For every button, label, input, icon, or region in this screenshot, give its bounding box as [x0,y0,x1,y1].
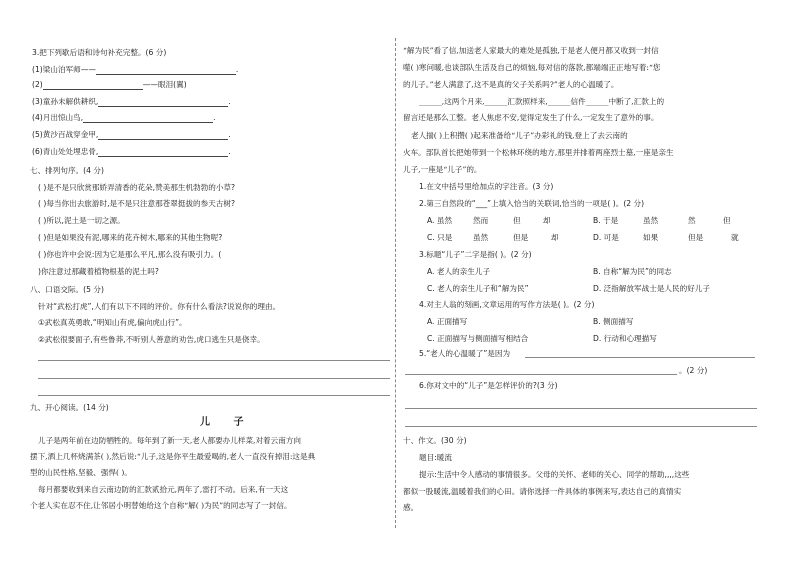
option-text: 却 [551,233,559,242]
passage-line: “解为民”看了信,加送老人家最大的难处是孤独,于是老人便月都又收到一封信 [403,46,659,55]
q8-item: ②武松很要面子,有些鲁莽,不听别人善意的劝告,虎口逃生只是侥幸。 [38,335,265,344]
passage-line: 火车。部队首长把她带到一个松林环绕的地方,那里并排着两座烈士墓,一座是亲生 [403,148,674,157]
q5: 5.“老人的心温暖了”是因为 [419,349,511,358]
answer-line[interactable] [525,357,755,358]
q3-item-1: (1)梁山泊军师—— . [32,65,239,74]
q2: 2.第三自然段的“___”上填入恰当的关联词,恰当的一项是( )。(2 分) [419,199,645,208]
essay-tip: 都似一股暖流,温暖着我们的心田。请你选择一件具体的事例来写,表达自己的真情实 [403,487,682,496]
q3-item-3: (3)童孙未解供耕织, . [32,97,231,106]
answer-line[interactable] [38,378,390,379]
option-text: 虽然 [643,216,659,225]
essay-tip: 提示:生活中令人感动的事情很多。父母的关怀、老师的关心、同学的帮助,,,,这些 [419,470,690,479]
essay-topic: 题目:暖流 [419,453,452,462]
answer-line[interactable] [38,360,390,361]
passage-line: 儿子是两年前在边防牺牲的。每年到了新一天,老人都要办儿样菜,对着云南方向 [38,436,302,445]
passage-line: 个老人实在忍不住,让邻居小明替她给这个自称“解( )为民”的同志写了一封信。 [30,501,292,510]
option-text: 然 [688,216,696,225]
q1: 1.在文中括号里给加点的字注音。(3 分) [419,182,554,191]
option-text[interactable]: C. 只是 [427,233,453,242]
right-column [403,0,765,562]
passage-line: 噬( )寒问暖,也谈部队生活及自己的烦恼,每对信的落款,都端端正正地写着:“您 [403,63,661,72]
option-c[interactable]: C. 老人的亲生儿子和“解为民” [427,284,529,293]
q10-heading: 十、作文。(30 分) [403,436,467,445]
q3-item-5: (5)黄沙百战穿金甲, . [32,130,231,139]
q5-score: 。(2 分) [679,366,708,375]
option-text[interactable]: D. 可是 [593,233,619,242]
answer-line[interactable] [405,426,757,427]
option-a[interactable]: A. 老人的亲生儿子 [427,267,491,276]
answer-line[interactable] [38,395,390,396]
q7-heading: 七、排列句序。(4 分) [30,166,104,175]
option-a[interactable]: A. 正面描写 [427,317,468,326]
q7-item: ( )每当你出去旅游时,是不是只注意那苍翠挺拔的参天古树? [38,199,236,208]
passage-line: 摆下,洒上几杯烧满茶( ),然后说:“儿子,这是你平生最爱喝的,老人一直没有掉泪:这是典 [30,452,316,461]
q3: 3.标题“儿子”二字是指( )。(2 分) [419,250,532,259]
q7-item: )你注意过那藏着植物根基的泥土吗? [38,267,159,276]
column-divider [395,38,396,528]
left-column [30,0,390,562]
passage-line: ______,这两个月来,______汇款照样来,______信件______中断了,汇款上的 [419,97,665,106]
q3-item-2: (2) ——眼泪(翼) [32,80,187,89]
q8-item: ①武松真英勇敢,“明知山有虎,偏向虎山行”。 [38,318,187,327]
q8-intro: 针对“武松打虎”,人们有以下不同的评价。你有什么看法?说说你的理由。 [38,302,281,311]
q7-item: ( )是不是只欣赏那娇弄清香的花朵,赞美那生机勃勃的小草? [38,183,236,192]
option-d[interactable]: D. 行动和心理描写 [593,334,657,343]
q9-heading: 九、开心阅读。(14 分) [30,403,109,412]
option-text[interactable]: B. 于是 [593,216,619,225]
option-b[interactable]: B. 侧面描写 [593,317,634,326]
option-text[interactable]: A. 虽然 [427,216,453,225]
essay-tip: 感。 [403,503,419,512]
q3-heading: 3.把下列歇后语和诗句补充完整。(6 分) [32,48,167,57]
passage-line: 型的山民性格,坚毅、强悍( )。 [30,468,132,477]
passage-line: 的儿子。”老人满意了,这不是真的父子关系吗?”老人的心温暖了。 [403,80,619,89]
q8-heading: 八、口语交际。(5 分) [30,285,104,294]
option-text: 但 [723,216,731,225]
answer-line[interactable] [405,408,757,409]
option-text: 但是 [513,233,529,242]
passage-title: 儿 子 [200,417,254,428]
q7-item: ( )所以,泥土是一切之源。 [38,216,125,225]
passage-line: 留言还是那么工整。老人焦虑不安,觉得定发生了什么,一定发生了意外的事。 [403,113,659,122]
q3-item-6: (6)青山处处埋忠骨, . [32,147,231,156]
option-d[interactable]: D. 泛指解放军战士是人民的好儿子 [593,284,710,293]
option-text: 如果 [643,233,659,242]
option-c[interactable]: C. 正面描写与侧面描写相结合 [427,334,529,343]
option-text: 然而 [473,216,489,225]
option-text: 就 [731,233,739,242]
q7-item: ( )你也许中会说:因为它是那么平凡,那么没有吸引力。( [38,250,222,259]
q3-item-4: (4)月出惊山鸟, . [32,113,216,122]
answer-line[interactable] [405,374,677,375]
passage-line: 老人揣( )上积攒( )起来准备给“儿子”办彩礼的钱,登上了去云南的 [411,131,628,140]
option-b[interactable]: B. 自称“解为民”的同志 [593,267,672,276]
option-text: 虽然 [473,233,489,242]
q7-item: ( )但是如果没有泥,哪来的花卉树木,哪来的其他生物呢? [38,233,223,242]
option-text: 却 [543,216,551,225]
option-text: 但是 [688,233,704,242]
q6: 6.你对文中的“儿子”是怎样评价的?(3 分) [419,381,558,390]
option-text: 但 [513,216,521,225]
passage-line: 儿子,一座是“儿子”的。 [403,165,482,174]
q4: 4.对主人翁的刻画,文章运用的写作方法是( )。(2 分) [419,300,595,309]
passage-line: 每月都要收到来自云南边防的汇款贰拾元,两年了,雷打不动。后来,有一天这 [38,485,289,494]
